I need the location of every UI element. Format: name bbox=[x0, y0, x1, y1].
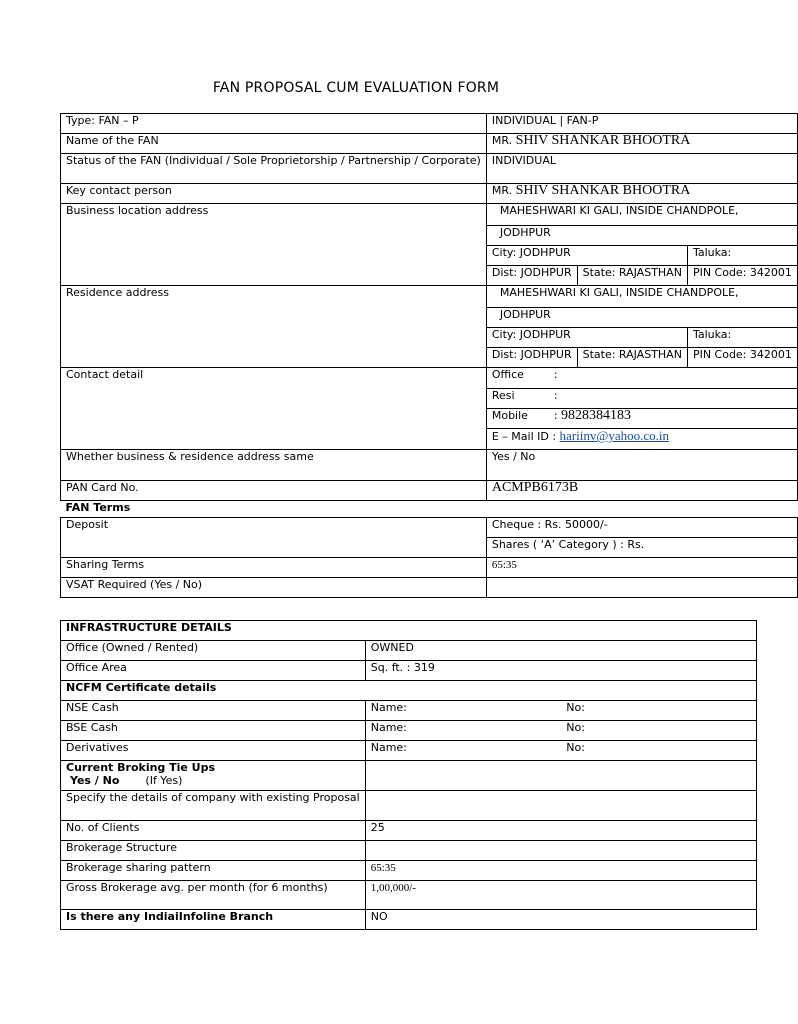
business-city: City: JODHPUR bbox=[486, 246, 687, 266]
email-link[interactable]: hariinv@yahoo.co.in bbox=[559, 428, 669, 443]
ncfm-heading: NCFM Certificate details bbox=[61, 681, 757, 701]
office-type-label: Office (Owned / Rented) bbox=[61, 641, 366, 661]
same-address-value: Yes / No bbox=[486, 450, 797, 481]
contact-detail-label: Contact detail bbox=[61, 368, 487, 450]
no-of-clients-label: No. of Clients bbox=[61, 821, 366, 841]
key-contact-prefix: MR. bbox=[491, 184, 513, 197]
office-type-value: OWNED bbox=[365, 641, 756, 661]
office-area-label: Office Area bbox=[61, 661, 366, 681]
business-address-line2: JODHPUR bbox=[486, 226, 797, 246]
broking-tieups-value bbox=[365, 761, 756, 791]
page-title: FAN PROPOSAL CUM EVALUATION FORM bbox=[212, 80, 500, 96]
fan-name-prefix: MR. bbox=[491, 134, 513, 147]
vsat-label: VSAT Required (Yes / No) bbox=[61, 578, 487, 598]
mobile-value: 9828384183 bbox=[561, 408, 632, 423]
broking-tieups-ifyes: (If Yes) bbox=[145, 774, 183, 787]
residence-pin: PIN Code: 342001 bbox=[687, 348, 797, 368]
fan-name-label: Name of the FAN bbox=[61, 134, 487, 154]
brokerage-sharing-label: Brokerage sharing pattern bbox=[61, 861, 366, 881]
bse-name: Name: bbox=[365, 721, 561, 741]
resi-phone-label: Resi bbox=[491, 389, 515, 402]
derivatives-name: Name: bbox=[365, 741, 561, 761]
residence-dist: Dist: JODHPUR bbox=[486, 348, 577, 368]
derivatives-no: No: bbox=[561, 741, 756, 761]
nse-no: No: bbox=[561, 701, 756, 721]
nse-name: Name: bbox=[365, 701, 561, 721]
residence-address-label: Residence address bbox=[61, 286, 487, 368]
business-address-line1: MAHESHWARI KI GALI, INSIDE CHANDPOLE, bbox=[486, 204, 797, 226]
fan-details-table bbox=[60, 113, 798, 598]
same-address-label: Whether business & residence address same bbox=[61, 450, 487, 481]
broking-tieups-label: Current Broking Tie Ups bbox=[66, 761, 216, 774]
sharing-terms-value: 65:35 bbox=[491, 559, 517, 571]
branch-label: Is there any IndiaiInfoline Branch bbox=[61, 910, 366, 930]
email-cell bbox=[486, 429, 797, 450]
fan-name-cell bbox=[486, 134, 797, 154]
business-state: State: RAJASTHAN bbox=[577, 266, 687, 286]
residence-city: City: JODHPUR bbox=[486, 328, 687, 348]
residence-taluka: Taluka: bbox=[687, 328, 797, 348]
office-area-value: Sq. ft. : 319 bbox=[365, 661, 756, 681]
derivatives-label: Derivatives bbox=[61, 741, 366, 761]
fan-name-value: SHIV SHANKAR BHOOTRA bbox=[515, 133, 691, 148]
bse-cash-label: BSE Cash bbox=[61, 721, 366, 741]
residence-address-line1: MAHESHWARI KI GALI, INSIDE CHANDPOLE, bbox=[486, 286, 797, 308]
email-label: E – Mail ID : bbox=[491, 430, 557, 443]
bse-no: No: bbox=[561, 721, 756, 741]
vsat-value bbox=[486, 578, 797, 598]
brokerage-structure-value bbox=[365, 841, 756, 861]
specify-details-value bbox=[365, 791, 756, 821]
gross-brokerage-cell bbox=[365, 881, 756, 910]
resi-phone-cell: Resi : bbox=[486, 389, 797, 409]
deposit-label: Deposit bbox=[61, 518, 487, 558]
gross-brokerage-label: Gross Brokerage avg. per month (for 6 months) bbox=[61, 881, 366, 910]
deposit-cheque: Cheque : Rs. 50000/- bbox=[486, 518, 797, 538]
key-contact-value: SHIV SHANKAR BHOOTRA bbox=[515, 183, 691, 198]
pan-value: ACMPB6173B bbox=[491, 480, 579, 495]
residence-address-line2: JODHPUR bbox=[486, 308, 797, 328]
nse-cash-label: NSE Cash bbox=[61, 701, 366, 721]
type-label: Type: FAN – P bbox=[61, 114, 487, 134]
mobile-cell: Mobile : 9828384183 bbox=[486, 409, 797, 429]
deposit-shares: Shares ( ‘A’ Category ) : Rs. bbox=[486, 538, 797, 558]
type-value: INDIVIDUAL | FAN-P bbox=[486, 114, 797, 134]
branch-value: NO bbox=[365, 910, 756, 930]
sharing-terms-cell bbox=[486, 558, 797, 578]
brokerage-sharing-value: 65:35 bbox=[370, 862, 396, 874]
gross-brokerage-value: 1,00,000/- bbox=[370, 882, 416, 894]
office-phone-label: Office bbox=[491, 368, 524, 381]
fan-terms-heading: FAN Terms bbox=[65, 501, 131, 514]
business-dist: Dist: JODHPUR bbox=[486, 266, 577, 286]
brokerage-structure-label: Brokerage Structure bbox=[61, 841, 366, 861]
infrastructure-table bbox=[60, 620, 757, 930]
pan-value-cell bbox=[486, 481, 797, 501]
business-pin: PIN Code: 342001 bbox=[687, 266, 797, 286]
pan-label: PAN Card No. bbox=[61, 481, 487, 501]
sharing-terms-label: Sharing Terms bbox=[61, 558, 487, 578]
specify-details-label: Specify the details of company with existing Proposal bbox=[61, 791, 366, 821]
broking-tieups-yesno: Yes / No bbox=[70, 774, 120, 787]
status-value: INDIVIDUAL bbox=[486, 154, 797, 184]
business-address-label: Business location address bbox=[61, 204, 487, 286]
office-phone-cell: Office : bbox=[486, 368, 797, 389]
broking-tieups-cell bbox=[61, 761, 366, 791]
residence-state: State: RAJASTHAN bbox=[577, 348, 687, 368]
key-contact-cell bbox=[486, 184, 797, 204]
infra-heading: INFRASTRUCTURE DETAILS bbox=[61, 621, 757, 641]
business-taluka: Taluka: bbox=[687, 246, 797, 266]
key-contact-label: Key contact person bbox=[61, 184, 487, 204]
brokerage-sharing-cell bbox=[365, 861, 756, 881]
no-of-clients-value: 25 bbox=[365, 821, 756, 841]
status-label: Status of the FAN (Individual / Sole Proprietorship / Partnership / Corporate) bbox=[61, 154, 487, 184]
mobile-label: Mobile bbox=[491, 409, 528, 422]
